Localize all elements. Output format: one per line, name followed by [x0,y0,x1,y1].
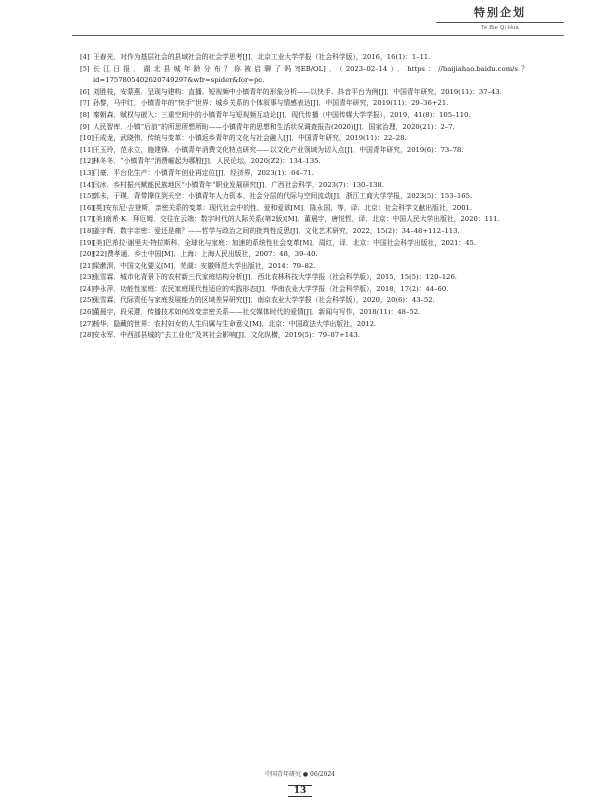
header-rule [72,35,564,36]
reference-item [80,319,528,331]
reference-item [80,284,528,296]
reference-number: [24] [80,284,94,293]
reference-item [80,214,528,226]
reference-text: 长江日报．湖北县城年龄分布？你被启聊了吗?[EB/OL]．（2023–02–14）．https：//baijiahao.baidu.com/s？id=1757805402620749297&wfr=spider&for=pc. [93,64,528,85]
reference-text: [美]南希·K．拜厄姆．交往在云端：数字时代的人际关系(第2版)[M]．董晨宇，唐悦哲，译．北京：中国人民大学出版社，2020：111. [93,215,500,224]
reference-text: [英]安东尼·吉登斯．亲密关系的变革：现代社会中的性、爱和爱欲[M]．陈永国，等，译．北京：社会科学文献出版社，2001. [93,203,473,212]
reference-number: [11] [80,145,94,154]
reference-item [80,156,528,168]
reference-text: [美]巴希拉·谢里夫·特拉斯科．全球化与家庭：加速的系统性社会变革[M]．周红，译．北京：中国社会科学出版社，2021：45. [93,238,477,247]
reference-item [80,122,528,134]
reference-item [80,238,528,250]
reference-number: [9] [80,122,90,131]
reference-number: [12] [80,157,94,166]
reference-item [80,226,528,238]
reference-text: 杨华．隐藏的世界：农村妇女的人生归属与生命意义[M]．北京：中国政法大学出版社，2012. [93,319,377,328]
reference-item [80,307,528,319]
reference-number: [28] [80,331,94,340]
reference-text: 孙黎，马中红．小镇青年的“快手”世界：城乡关系的个体叙事与情感表达[J]．中国青年研究，2019(11)：29–36+21. [93,99,449,108]
reference-item [80,249,528,261]
reference-number: [19] [80,238,94,247]
reference-number: [26] [80,308,94,317]
reference-text: 安永军．中西部县城的“去工业化”及其社会影响[J]．文化纵横，2019(5)：79–87+143. [93,331,360,340]
reference-item [80,145,528,157]
reference-number: [8] [80,110,90,119]
reference-number: [21] [80,261,94,270]
reference-text: [22]费孝通．乡土中国[M]．上海：上海人民出版社，2007：48，39–40. [93,250,318,259]
reference-text: 秦朝森．赋权与嵌入：三重空间中的小镇青年与短视频互动论[J]．现代传播（中国传媒大学学报），2019，41(8)：105–110. [93,110,471,119]
reference-text: 王成龙，武晓伟．传统与变革：小镇返乡青年的文化与社会融入[J]．中国青年研究，2019(11)：22–28. [93,134,407,143]
reference-number: [6] [80,87,90,96]
reference-item [80,98,528,110]
reference-item [80,52,528,64]
reference-number: [25] [80,296,94,305]
reference-text: 张雪霖．代际责任与家庭发展能力的区域差异研究[J]．南京农业大学学报（社会科学版），2020，20(6)：43–52. [93,296,435,305]
page-footer [0,769,600,797]
reference-item [80,110,528,122]
reference-number: [27] [80,319,94,328]
reference-text: 闫冰．乡村振兴赋能民族地区“小镇青年”职业发展研究[J]．广西社会科学，2023(7)：130–138. [93,180,384,189]
page-number: 13 [288,785,313,797]
section-subtitle: Te Bie Qi Hua [481,25,519,31]
reference-number: [18] [80,226,94,235]
reference-number: [20] [80,250,94,259]
reference-text: 董晨宇，段采薏．传播技术如何改变亲密关系——社交媒体时代的爱情[J]．新闻与写作，2018(11)：48–52. [93,308,421,317]
reference-number: [5] [80,64,90,73]
reference-text: 王玉玲，范永立，施建锋．小镇青年消费文化特点研究——以文化产业领域为切入点[J]．中国青年研究，2019(6)：73–78. [93,145,464,154]
reference-text: 郭未，于瑛．背带撑住到天空：小镇青年人力资本、社会分层的代际与空间流动[J]．浙江工商大学学报，2023(5)：153–165. [93,192,473,201]
reference-text: 人民智库．小镇“后浪”的所思所想所盼——小镇青年的思想和生活状况调查报告(2020)[J]．国家治理，2020(21)：2–7. [93,122,455,131]
reference-item [80,191,528,203]
reference-item [80,87,528,99]
reference-text: 王春光．对作为基层社会的县域社会的社会学思考[J]．北京工业大学学报（社会科学版），2016，16(1)：1–11. [93,53,431,61]
reference-number: [15] [80,192,94,201]
reference-text: 梁漱溟．中国文化要义[M]．芜湖：安徽师范大学出版社，2014：79–82. [93,261,316,270]
reference-item [80,168,528,180]
reference-number: [14] [80,180,94,189]
reference-number: [7] [80,99,90,108]
reference-number: [4] [80,53,90,61]
reference-text: 姜宇辉．数字亲密：爱还是痛？——哲学与政治之间的批判性反思[J]．文化艺术研究，2022，15(2)：34–48+112–113. [93,226,460,235]
reference-number: [13] [80,168,94,177]
reference-number: [17] [80,215,94,224]
journal-issue: 中国青年研究 ● 06/2024 [265,771,335,778]
reference-number: [10] [80,134,94,143]
reference-text: 林冬冬．“小镇青年”消费崛起为哪般[J]．人民论坛，2020(Z2)：134–135. [93,157,321,166]
reference-item [80,261,528,273]
section-header [436,4,564,31]
reference-item [80,64,528,87]
reference-item [80,330,528,342]
reference-item [80,272,528,284]
reference-item [80,295,528,307]
reference-number: [16] [80,203,94,212]
reference-text: 门豪．平台化生产：小镇青年创业再定位[J]．经济界，2023(1)：64–71. [93,168,314,177]
reference-text: 刘胜枝，安蒙燕．呈现与建构：直播、短视频中小镇青年的形象分析——以快手、抖音平台为例[J]．中国青年研究，2019(11)：37–43. [93,87,502,96]
reference-text: 张雪霖．城市化背景下的农村新三代家庭结构分析[J]．西北农林科技大学学报（社会科学版），2015，15(5)：120–126. [93,273,457,282]
reference-item [80,180,528,192]
reference-item [80,203,528,215]
reference-text: 李永萍．功能性家庭：农民家庭现代性适应的实践形态[J]．华南农业大学学报（社会科学版），2018，17(2)：44–60. [93,284,449,293]
reference-item [80,133,528,145]
section-title: 特别企划 [436,4,564,23]
reference-list [80,52,528,342]
reference-number: [23] [80,273,94,282]
